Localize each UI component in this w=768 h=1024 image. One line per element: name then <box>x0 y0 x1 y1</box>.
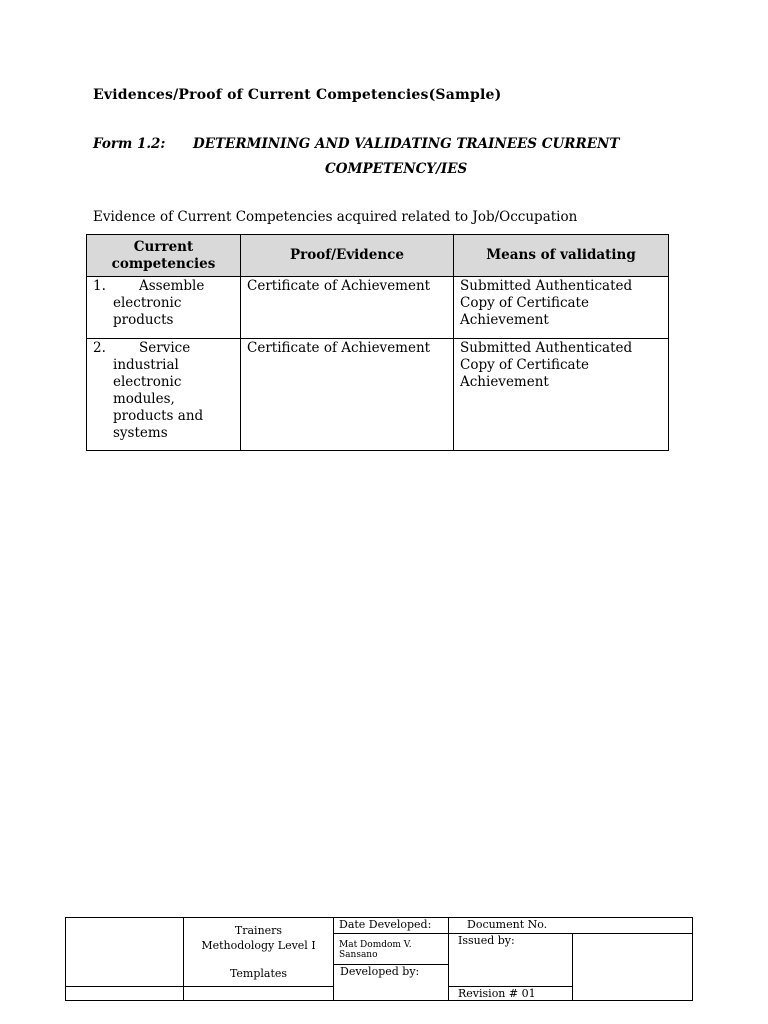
header-current-competencies: Current competencies <box>87 235 241 277</box>
table-row <box>87 339 669 451</box>
proof-cell: Certificate of Achievement <box>241 277 454 339</box>
page-heading: Evidences/Proof of Current Competencies(Sample) <box>93 87 502 103</box>
competency-cell <box>87 277 241 339</box>
header-proof-evidence: Proof/Evidence <box>241 235 454 277</box>
form-title-line1: DETERMINING AND VALIDATING TRAINEES CURRENT <box>193 136 620 152</box>
developed-by-label: Developed by: <box>334 965 449 1001</box>
footer-blank-cell <box>573 934 693 1001</box>
footer-logo-cell <box>66 918 184 987</box>
table-header-row <box>87 235 669 277</box>
author-name: Mat Domdom V. Sansano <box>334 934 449 965</box>
document-number-label: Document No. <box>449 918 693 934</box>
header-means-of-validating: Means of validating <box>454 235 669 277</box>
intro-text: Evidence of Current Competencies acquired related to Job/Occupation <box>93 209 578 225</box>
revision-number: Revision # 01 <box>449 987 573 1001</box>
means-cell: Submitted Authenticated Copy of Certificate Achievement <box>454 339 669 451</box>
competency-cell <box>87 339 241 451</box>
table-row <box>87 277 669 339</box>
proof-cell: Certificate of Achievement <box>241 339 454 451</box>
footer-course-cell-bottom <box>184 987 334 1001</box>
course-line1: Trainers <box>234 924 283 937</box>
competency-rest: electronic products <box>113 295 182 328</box>
row-number: 1. <box>93 278 106 294</box>
footer-logo-cell-bottom <box>66 987 184 1001</box>
course-line3: Templates <box>229 967 288 980</box>
form-number: Form 1.2: <box>93 136 166 152</box>
date-developed-label: Date Developed: <box>334 918 449 934</box>
issued-by-label: Issued by: <box>449 934 573 987</box>
footer-course-cell <box>184 918 334 987</box>
competency-first-word: Service <box>139 340 191 356</box>
form-title-line2: COMPETENCY/IES <box>325 161 468 177</box>
document-footer <box>65 917 693 1001</box>
competency-rest: industrial electronic modules, products and systems <box>113 357 204 441</box>
course-line2: Methodology Level I <box>201 939 316 952</box>
row-number: 2. <box>93 340 106 356</box>
means-cell: Submitted Authenticated Copy of Certificate Achievement <box>454 277 669 339</box>
competency-table <box>86 234 669 451</box>
competency-first-word: Assemble <box>139 278 205 294</box>
